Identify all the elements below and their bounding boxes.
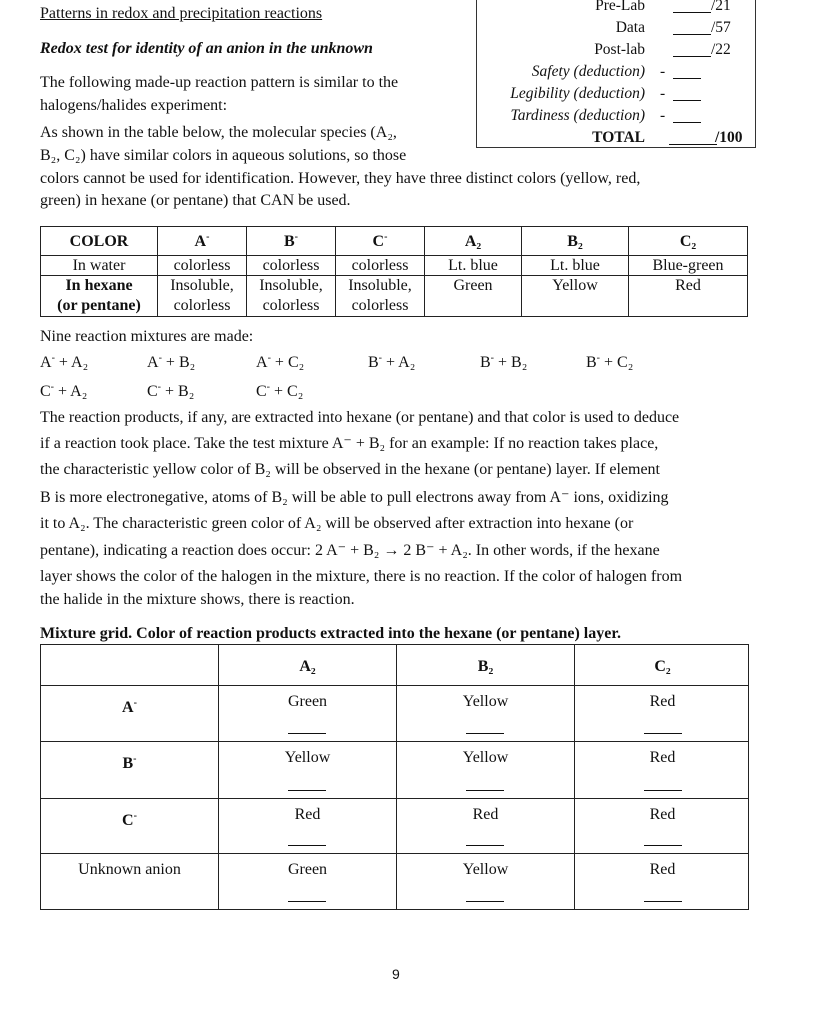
col-header: C₂ bbox=[629, 227, 748, 256]
grid-cell: Red bbox=[649, 749, 676, 766]
mixtures-intro: Nine reaction mixtures are made: bbox=[40, 328, 254, 345]
intro-text-line: green) in hexane (or pentane) that CAN be used. bbox=[40, 192, 351, 209]
grid-cell: Yellow bbox=[284, 749, 331, 766]
score-row-postlab: Post-lab /22 bbox=[594, 41, 731, 58]
grid-cell: Yellow bbox=[462, 749, 509, 766]
section-subtitle: Redox test for identity of an anion in the unknown bbox=[40, 40, 373, 57]
grid-cell: Yellow bbox=[462, 693, 509, 710]
mixture-grid bbox=[40, 644, 749, 910]
row-label: In hexane (or pentane) bbox=[41, 276, 158, 317]
mixtures-row-1 bbox=[40, 354, 800, 374]
mixture-equation: A- + C₂ bbox=[256, 352, 305, 371]
explanation-line: the characteristic yellow color of B₂ will be observed in the hexane (or pentane) layer. If element bbox=[40, 461, 660, 478]
explanation-line: layer shows the color of the halogen in the mixture, there is no reaction. If the color of halogen from bbox=[40, 568, 683, 585]
grid-cell: Red bbox=[472, 806, 499, 823]
table-cell: Red bbox=[629, 276, 748, 317]
document-title: Patterns in redox and precipitation reactions bbox=[40, 5, 323, 22]
table-cell: Insoluble, colorless bbox=[247, 276, 336, 317]
table-cell: Yellow bbox=[522, 276, 629, 317]
intro-text-line: colors cannot be used for identification. However, they have three distinct colors (yellow, red, bbox=[40, 170, 641, 187]
mixture-equation: B- + B₂ bbox=[480, 352, 528, 371]
page-number: 9 bbox=[392, 966, 400, 982]
row-label: In water bbox=[41, 256, 158, 276]
col-header: C- bbox=[336, 227, 425, 256]
explanation-line: B is more electronegative, atoms of B₂ will be able to pull electrons away from A⁻ ions, oxidizing bbox=[40, 489, 669, 506]
explanation-line: if a reaction took place. Take the test mixture A⁻ + B₂ for an example: If no reaction takes place, bbox=[40, 435, 659, 452]
explanation-line: the halide in the mixture shows, there is reaction. bbox=[40, 591, 355, 608]
intro-text-line: As shown in the table below, the molecular species (A₂, bbox=[40, 124, 397, 141]
mixture-equation: A- + B₂ bbox=[147, 352, 196, 371]
grid-cell: Red bbox=[649, 693, 676, 710]
table-cell: Insoluble, colorless bbox=[336, 276, 425, 317]
score-row-data: Data /57 bbox=[615, 19, 731, 36]
explanation-line: pentane), indicating a reaction does occur: 2 A⁻ + B₂ → 2 B⁻ + A₂. In other words, if the hexane bbox=[40, 542, 660, 559]
intro-text-line: The following made-up reaction pattern is similar to the bbox=[40, 74, 399, 91]
grid-row-label: Unknown anion bbox=[78, 861, 181, 878]
score-row-total: TOTAL /100 bbox=[592, 129, 743, 146]
grid-row-label: A- bbox=[122, 697, 137, 716]
mixture-equation: B- + C₂ bbox=[586, 352, 634, 371]
col-header: A₂ bbox=[425, 227, 522, 256]
table-cell: Blue-green bbox=[629, 256, 748, 276]
grid-title: Mixture grid. Color of reaction products extracted into the hexane (or pentane) layer. bbox=[40, 625, 621, 642]
score-row-prelab: Pre-Lab /21 bbox=[595, 0, 731, 14]
mixture-equation: A- + A₂ bbox=[40, 352, 89, 371]
grid-row-label: B- bbox=[122, 753, 137, 772]
grid-col-header: C₂ bbox=[654, 658, 671, 675]
grid-col-header: B₂ bbox=[477, 658, 494, 675]
grid-col-header: A₂ bbox=[299, 658, 316, 675]
table-cell: Lt. blue bbox=[522, 256, 629, 276]
table-cell: colorless bbox=[336, 256, 425, 276]
intro-text-line: halogens/halides experiment: bbox=[40, 97, 228, 114]
mixture-equation: C- + A₂ bbox=[40, 381, 88, 400]
col-header: B₂ bbox=[522, 227, 629, 256]
table-cell: Lt. blue bbox=[425, 256, 522, 276]
mixture-equation: C- + B₂ bbox=[147, 381, 195, 400]
score-row-legibility: Legibility (deduction) - bbox=[477, 85, 755, 105]
intro-text-line: B₂, C₂) have similar colors in aqueous solutions, so those bbox=[40, 147, 407, 164]
grid-cell: Red bbox=[649, 806, 676, 823]
col-header: COLOR bbox=[41, 227, 158, 256]
score-row-safety: Safety (deduction) - bbox=[477, 63, 755, 83]
mixture-equation: C- + C₂ bbox=[256, 381, 304, 400]
col-header: A- bbox=[158, 227, 247, 256]
grid-cell: Red bbox=[649, 861, 676, 878]
table-cell: colorless bbox=[158, 256, 247, 276]
color-table bbox=[40, 226, 748, 317]
table-cell: Green bbox=[425, 276, 522, 317]
col-header: B- bbox=[247, 227, 336, 256]
score-row-tardiness: Tardiness (deduction) - bbox=[477, 107, 755, 127]
explanation-line: The reaction products, if any, are extracted into hexane (or pentane) and that color is used to deduce bbox=[40, 409, 680, 426]
grid-cell: Green bbox=[287, 693, 328, 710]
table-cell: colorless bbox=[247, 256, 336, 276]
mixture-equation: B- + A₂ bbox=[368, 352, 416, 371]
mixtures-row-2 bbox=[40, 383, 440, 403]
grid-cell: Yellow bbox=[462, 861, 509, 878]
grid-row-label: C- bbox=[122, 810, 137, 829]
grid-cell: Green bbox=[287, 861, 328, 878]
score-box bbox=[476, 0, 756, 148]
table-cell: Insoluble, colorless bbox=[158, 276, 247, 317]
explanation-line: it to A₂. The characteristic green color of A₂ will be observed after extraction into hexane (or bbox=[40, 515, 634, 532]
grid-cell: Red bbox=[294, 806, 321, 823]
